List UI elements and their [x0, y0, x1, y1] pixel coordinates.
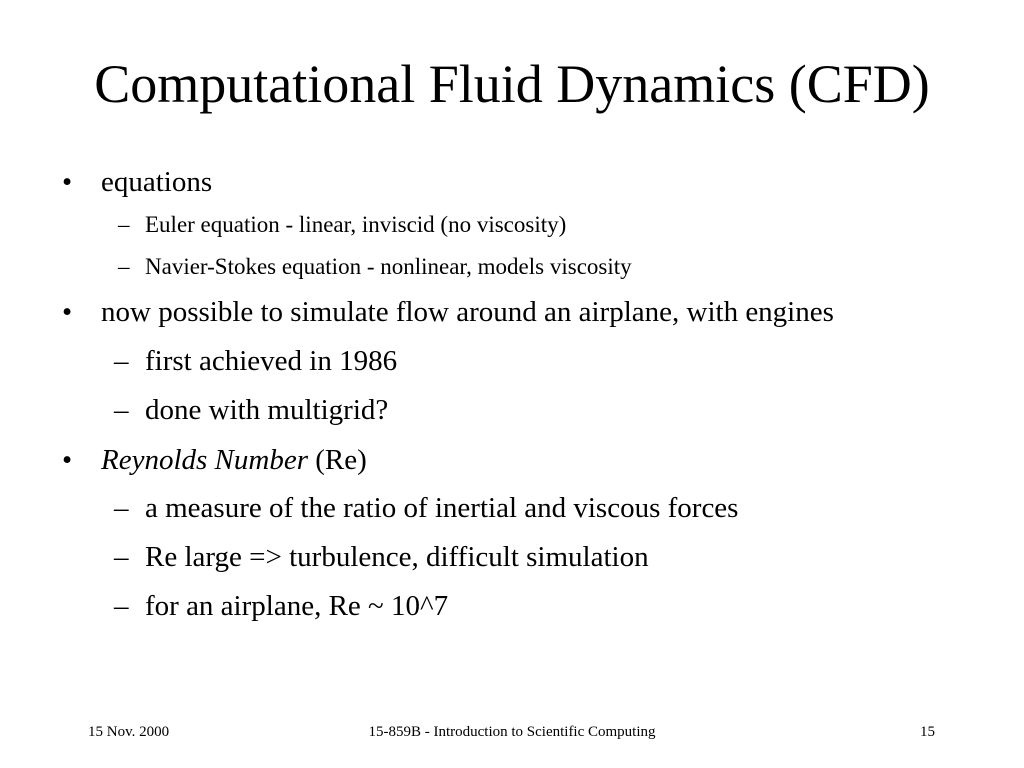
- bullet-item: [0, 443, 1024, 477]
- sub-bullet-marker: –: [118, 212, 130, 237]
- sub-bullet-item: [0, 211, 1024, 239]
- sub-bullet-text: Navier-Stokes equation - nonlinear, models viscosity: [145, 254, 632, 279]
- bullet-item: [0, 295, 1024, 329]
- slide-title: Computational Fluid Dynamics (CFD): [94, 54, 930, 114]
- sub-bullet-text: done with multigrid?: [145, 394, 389, 426]
- sub-bullet-item: [0, 491, 1024, 525]
- sub-bullet-marker: –: [114, 394, 129, 426]
- footer-course: 15-859B - Introduction to Scientific Computing: [368, 724, 656, 740]
- bullet-marker: •: [62, 444, 73, 476]
- sub-bullet-marker: –: [114, 541, 129, 573]
- sub-bullet-marker: –: [114, 492, 129, 524]
- sub-bullet-item: [0, 253, 1024, 281]
- sub-bullet-item: [0, 540, 1024, 574]
- bullet-text: now possible to simulate flow around an airplane, with engines: [101, 296, 834, 328]
- sub-bullet-marker: –: [114, 345, 129, 377]
- sub-bullet-item: [0, 344, 1024, 378]
- bullet-text: [101, 443, 367, 477]
- sub-bullet-marker: –: [118, 254, 130, 279]
- bullet-text-emphasis: Reynolds Number: [101, 444, 308, 476]
- sub-bullet-item: [0, 393, 1024, 427]
- bullet-marker: •: [62, 166, 73, 198]
- bullet-marker: •: [62, 296, 73, 328]
- footer-page-number: 15: [920, 724, 935, 740]
- bullet-item: [0, 165, 1024, 199]
- sub-bullet-text: Euler equation - linear, inviscid (no viscosity): [145, 212, 567, 237]
- sub-bullet-text: a measure of the ratio of inertial and viscous forces: [145, 492, 739, 524]
- sub-bullet-marker: –: [114, 590, 129, 622]
- bullet-text-rest: (Re): [308, 444, 367, 476]
- sub-bullet-text: for an airplane, Re ~ 10^7: [145, 590, 449, 622]
- sub-bullet-text: first achieved in 1986: [145, 345, 398, 377]
- bullet-text: equations: [101, 166, 213, 198]
- sub-bullet-text: Re large => turbulence, difficult simulation: [145, 541, 649, 573]
- sub-bullet-item: [0, 589, 1024, 623]
- footer-date: 15 Nov. 2000: [88, 724, 170, 740]
